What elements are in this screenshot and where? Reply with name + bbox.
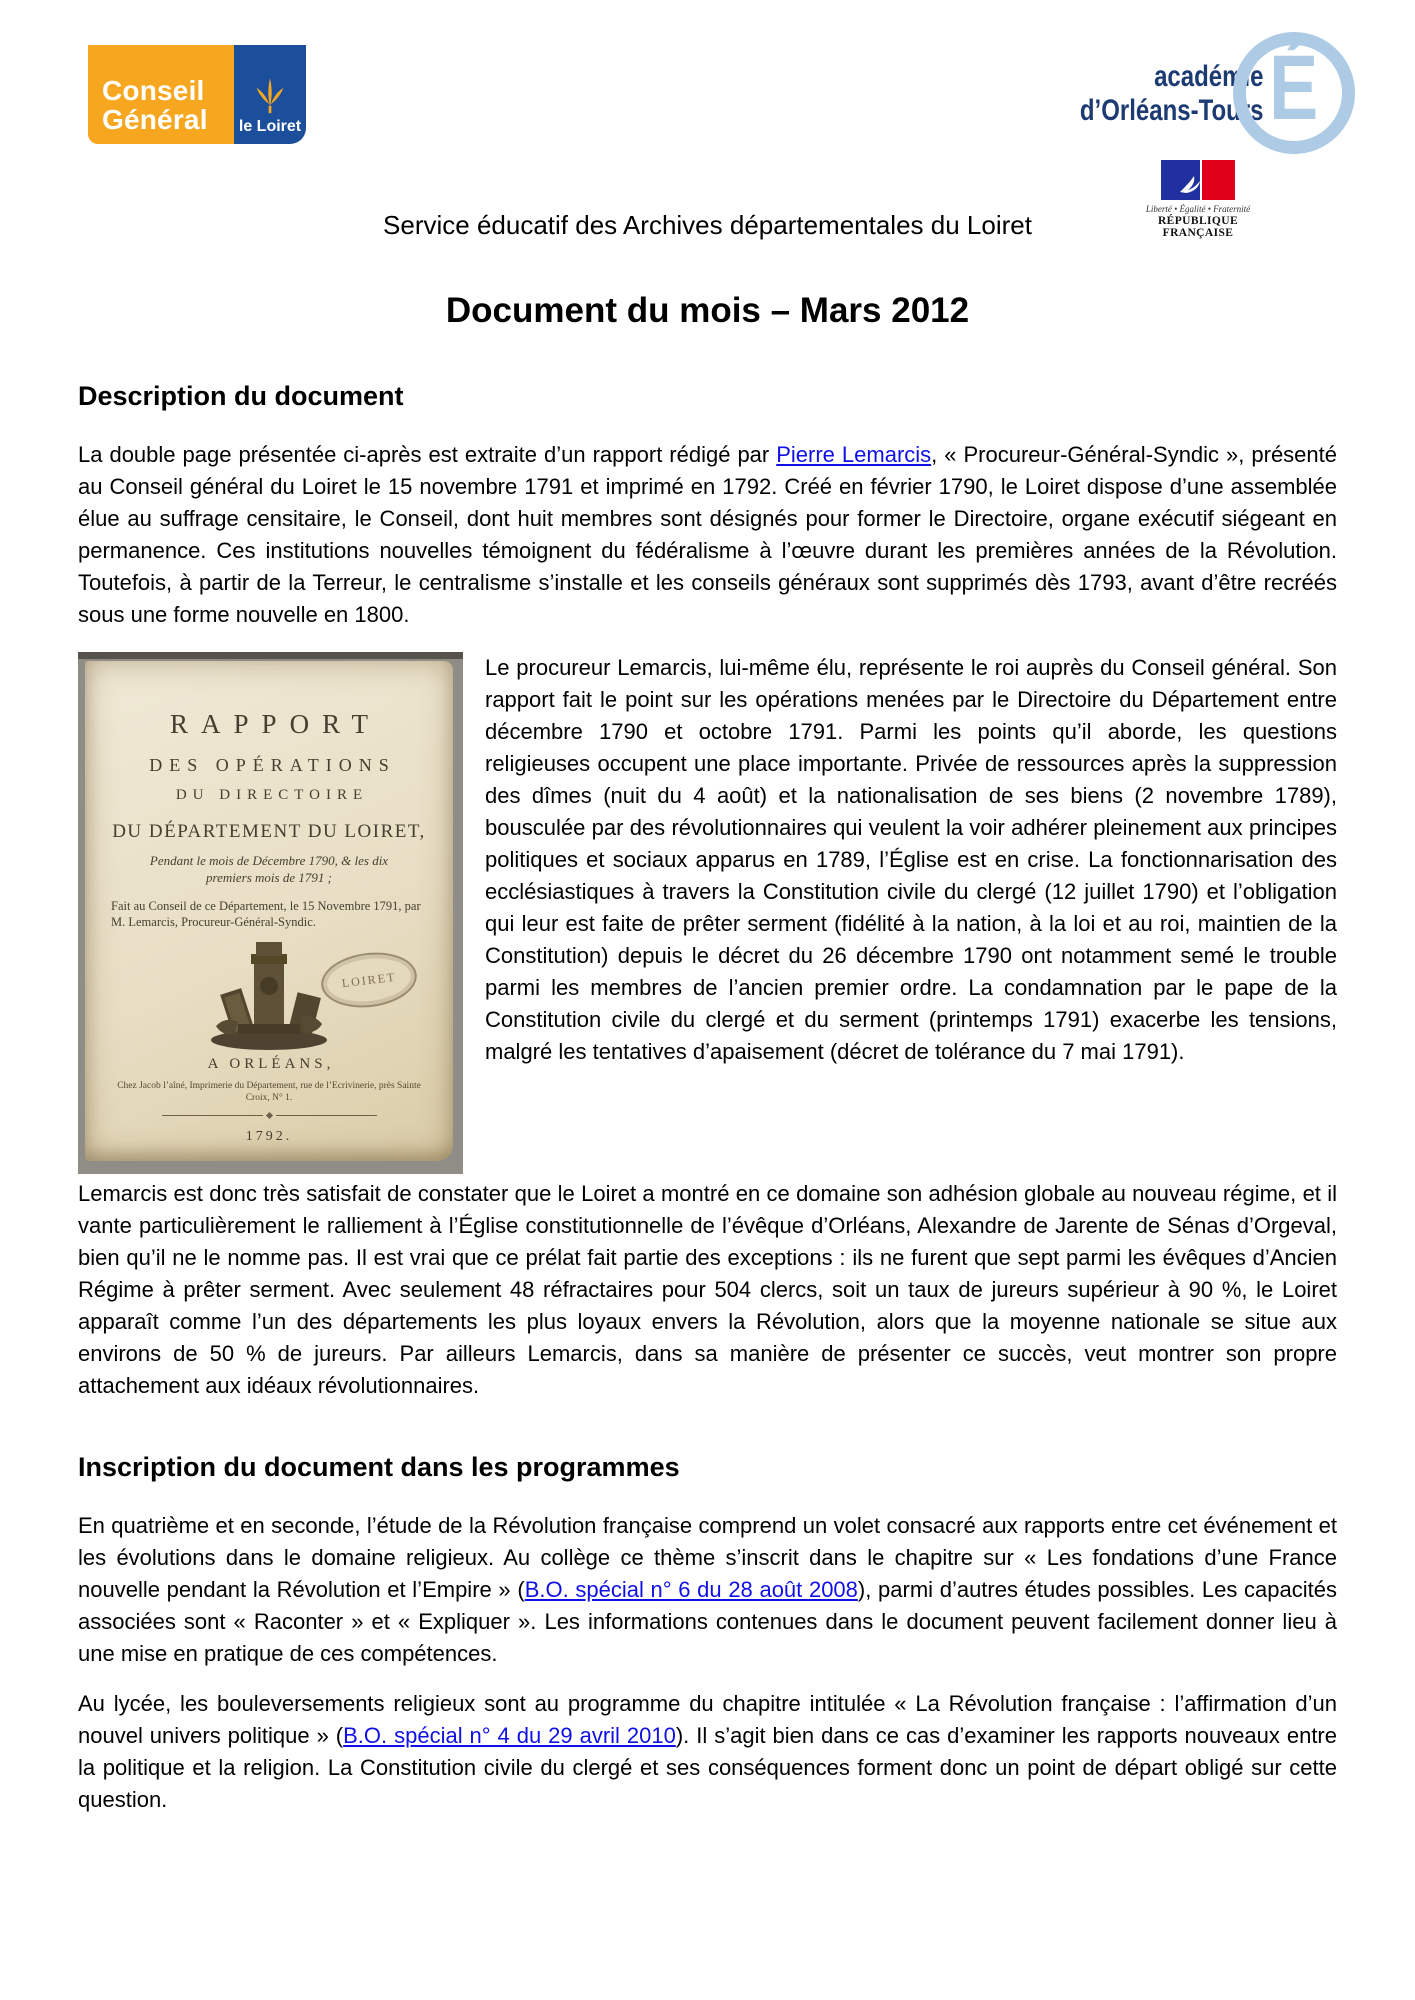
rapport-line2: DES OPÉRATIONS [149, 755, 396, 775]
loiret-stamp: LOIRET [318, 947, 420, 1012]
paragraph-1-before: La double page présentée ci-après est extraite d’un rapport rédigé par [78, 442, 777, 467]
conseil-general-orange-block [88, 45, 234, 144]
paragraph-4-after: ), parmi d’autres études possibles. Les capacités associées sont « Raconter » et « Expliquer ». Les informations contenues dans le document peuvent facilement donner lieu à une mise en pratique de ces compétences. [78, 1577, 1337, 1666]
paragraph-1-after: , « Procureur-Général-Syndic », présenté au Conseil général du Loiret le 15 novembre 1791 et imprimé en 1792. Créé en février 1790, le Loiret dispose d’une assemblée élue au suffrage censitaire, le Conseil, dont huit membres sont désignés pour former le Directoire, organe exécutif siégeant en permanence. Ces institutions nouvelles témoignent du fédéralisme à l’œuvre durant les premières années de la Révolution. Toutefois, à partir de la Terreur, le centralisme s’installe et les conseils généraux sont supprimés dès 1793, avant d’être recréés sous une forme nouvelle en 1800. [78, 442, 1337, 627]
section-heading-programmes: Inscription du document dans les programmes [78, 1452, 680, 1482]
academie-line2: d’Orléans-Tours [1079, 94, 1263, 127]
archival-paper-content [85, 661, 453, 1161]
conseil-general-word2: Général [102, 104, 208, 135]
rapport-subtitle: Pendant le mois de Décembre 1790, & les dix premiers mois de 1791 ; [149, 853, 389, 885]
paragraph-1 [78, 439, 1337, 631]
service-line: Service éducatif des Archives départementales du Loiret [383, 210, 1032, 240]
paragraph-5 [78, 1688, 1337, 1816]
academie-big-letter: É [1269, 36, 1319, 139]
conseil-general-loiret-logo [88, 45, 306, 144]
rapport-line4: DU DÉPARTEMENT DU LOIRET, [112, 821, 426, 842]
rapport-fait-line: Fait au Conseil de ce Département, le 15 Novembre 1791, par M. Lemarcis, Procureur-Général-Syndic. [111, 899, 421, 929]
le-loiret-blue-block [234, 45, 306, 144]
rapport-line3: DU DIRECTOIRE [175, 787, 369, 803]
paragraph-2: Le procureur Lemarcis, lui-même élu, représente le roi auprès du Conseil général. Son rapport fait le point sur les opérations menées par le Directoire du Département entre décembre 1790 et octobre 1791. Parmi les points qu’il aborde, les questions religieuses occupent une place importante. Privée de ressources après la suppression des dîmes (nuit du 4 août) et la nationalisation de ses biens (2 novembre 1789), bousculée par des révolutionnaires qui veulent la voir adhérer pleinement aux principes politiques et sociaux apparus en 1789, l’Église est en crise. La fonctionnarisation des ecclésiastiques à travers la Constitution civile du clergé (12 juillet 1790) et l’obligation qui leur est faite de prêter serment (fidélité à la nation, à la loi et au roi, maintien de la Constitution) depuis le décret du 26 décembre 1790 ont notamment semé le trouble parmi les membres de l’ancien premier ordre. La condamnation par le pape de la Constitution civile du clergé et du serment (printemps 1791) exacerbe les tensions, malgré les tentatives d’apaisement (décret de tolérance du 7 mai 1791). [485, 655, 1337, 1064]
orleans-place-line: A ORLÉANS, [207, 1056, 335, 1072]
academie-e-circle [1233, 32, 1355, 154]
decorative-rule [162, 1113, 377, 1118]
le-loiret-label: le Loiret [238, 118, 302, 135]
republique-name: RÉPUBLIQUE FRANÇAISE [1157, 215, 1239, 239]
paragraph-5-before: Au lycée, les bouleversements religieux sont au programme du chapitre intitulée « La Révolution française : l’affirmation d’un nouvel univers politique » ( [78, 1691, 1337, 1748]
republique-francaise-block [1133, 160, 1263, 239]
academie-line1: académie [1153, 60, 1263, 93]
archival-document-image [78, 652, 463, 1174]
flag-blue-panel [1161, 160, 1200, 200]
page-title: Document du mois – Mars 2012 [445, 291, 970, 330]
academie-orleans-tours-logo [1045, 28, 1355, 239]
paragraph-4 [78, 1510, 1337, 1670]
fleur-de-lis-icon [252, 76, 288, 116]
section-heading-description: Description du document [78, 381, 404, 411]
pierre-lemarcis-link[interactable]: Pierre Lemarcis [776, 442, 932, 467]
engraving-vignette [194, 934, 344, 1052]
bo-special-4-link[interactable]: B.O. spécial n° 4 du 29 avril 2010 [343, 1723, 676, 1748]
paragraph-3: Lemarcis est donc très satisfait de constater que le Loiret a montré en ce domaine son adhésion globale au nouveau régime, et il vante particulièrement le ralliement à l’Église constitutionnelle de l’évêque d’Orléans, Alexandre de Jarente de Sénas d’Orgeval, bien qu’il ne le nomme pas. Il est vrai que ce prélat fait partie des exceptions : ils ne furent que sept parmi les évêques d’Ancien Régime à prêter serment. Avec seulement 48 réfractaires pour 504 clercs, soit un taux de jureurs supérieur à 90 %, le Loiret apparaît comme l’un des départements les plus loyaux envers la Révolution, alors que la moyenne nationale se situe aux environs de 50 % de jureurs. Par ailleurs Lemarcis, dans sa manière de présenter ce succès, veut montrer son propre attachement aux idéaux révolutionnaires. [78, 1181, 1337, 1398]
imprint-line: Chez Jacob l’aîné, Imprimerie du Département, rue de l’Ecrivinerie, près Sainte Croix, N° 1. [117, 1081, 421, 1103]
document-body [78, 210, 1337, 1816]
flag-red-panel [1202, 160, 1235, 200]
paragraph-4-before: En quatrième et en seconde, l’étude de la Révolution française comprend un volet consacré aux rapports entre cet événement et les évolutions dans le domaine religieux. Au collège ce thème s’inscrit dans le chapitre sur « Les fondations d’une France nouvelle pendant la Révolution et l’Empire » ( [78, 1513, 1337, 1602]
bo-special-6-link[interactable]: B.O. spécial n° 6 du 28 août 2008 [524, 1577, 858, 1602]
conseil-general-word1: Conseil [102, 75, 205, 106]
rapport-title: RAPPORT [170, 709, 381, 739]
year-line: 1792. [245, 1129, 293, 1144]
paragraph-5-after: ). Il s’agit bien dans ce cas d’examiner les rapports nouveaux entre la politique et la religion. La Constitution civile du clergé et ses conséquences forment donc un point de départ obligé sur cette question. [78, 1723, 1337, 1812]
french-flag-icon [1161, 160, 1235, 200]
marianne-profile-icon [1178, 172, 1200, 196]
republique-motto: Liberté • Égalité • Fraternité [1145, 204, 1251, 214]
archival-paper [85, 661, 453, 1161]
